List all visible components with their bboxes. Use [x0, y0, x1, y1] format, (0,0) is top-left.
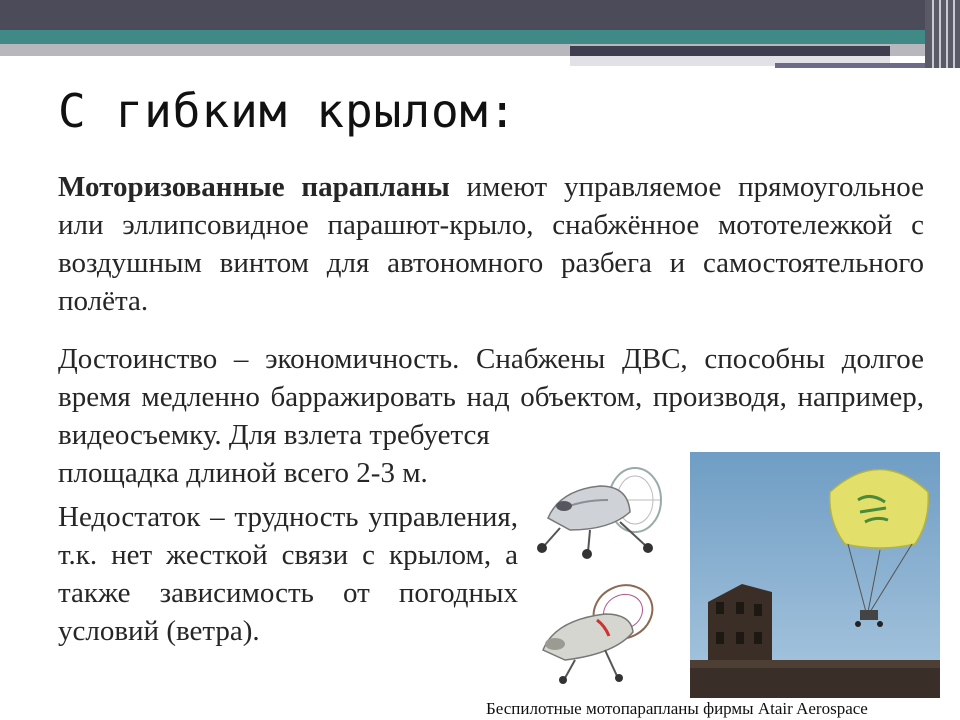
- header-band-teal: [0, 30, 960, 44]
- paragraph-definition: [58, 168, 924, 320]
- header-band-dark: [0, 0, 960, 30]
- paramotor-in-flight-icon: [535, 580, 665, 685]
- paragraph-advantage: Достоинство – экономичность. Снабжены ДВС, способны долгое время медленно барражировать над объектом, производя, например, видеосъемку. Для взлета требуется: [58, 343, 924, 451]
- paragraph-definition-lead: Моторизованные парапланы: [58, 171, 450, 203]
- paramotor-cart-icon: [530, 460, 665, 560]
- paraglider-over-tower-photo: [690, 452, 940, 698]
- page-title: С гибким крылом:: [58, 84, 518, 138]
- header-accent-dark: [570, 46, 890, 56]
- paragraph-advantage-last-line: площадка длиной всего 2-3 м.: [58, 457, 428, 489]
- paragraph-disadvantage: Недостаток – трудность управления, т.к. нет жесткой связи с крылом, а также зависимость от погодных условий (ветра).: [58, 501, 518, 647]
- paragraph-definition-text: имеют управляемое прямоугольное или эллипсовидное парашют-крыло, снабжённое мототележкой с воздушным винтом для автономного разбега и самостоятельного полёта.: [58, 171, 925, 317]
- image-caption: Беспилотные мотопарапланы фирмы Atair Aerospace: [486, 699, 868, 718]
- header-accent-thin: [775, 63, 940, 68]
- header-corner-lines: [925, 0, 960, 68]
